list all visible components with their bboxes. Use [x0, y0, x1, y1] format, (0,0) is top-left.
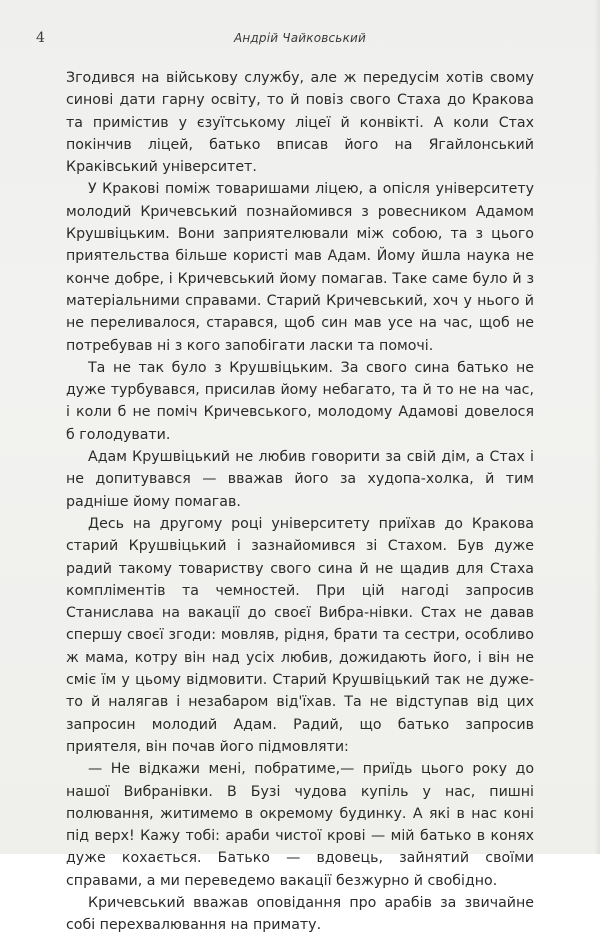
paragraph: Десь на другому році університету приїхав до Кракова старий Крушвіцький і зазнайомився зі Стахом. Був дуже радий такому товариству свого сина й не щадив для Стаха компліментів та чемностей. При цій нагоді запросив Станислава на вакації до своєї Вибра-нівки. Стах не давав спершу своєї згоди: мовляв, рідня, брати та сестри, особливо ж мама, котру він над усіх любив, дожидають його, і він не сміє їм у цьому відмовити. Старий Крушвіцький так не дуже-то й налягав і незабаром від'їхав. Та не відступав від цих запросин молодий Адам. Радий, що батько запросив приятеля, він почав його підмовляти: — [66, 515, 534, 755]
paragraph: У Кракові поміж товаришами ліцею, а опісля університету молодий Кричевський познайомився з ровесником Адамом Крушвіцьким. Вони заприятелювали між собою, та з цього приятельства більше користі мав Адам. Йому йшла наука не конче добре, і Кричевський йому помагав. Таке саме було й з матеріальними справами. Старий Кричевський, хоч у нього й не переливалося, старався, щоб син мав усе на час, щоб не потребував ні з кого запобігати ласки та помочі. — [66, 181, 534, 354]
paragraph: Згодився на військову службу, але ж передусім хотів свому синові дати гарну освіту, то й повіз свого Стаха до Кракова та примістив у єзуїтському ліцеї й конвікті. А коли Стах покінчив ліцей, батько вписав його на Ягайлонський Краківський університет. — [66, 70, 534, 176]
paragraph: Адам Крушвіцький не любив говорити за свій дім, а Стах і не допитувався — вважав його за худопа-холка, й тим радніше йому помагав. — [66, 449, 534, 510]
body-text — [66, 67, 534, 937]
paragraph: Кричевський вважав оповідання про арабів за звичайне собі перехвалювання на примату. — [66, 894, 534, 934]
paragraph: — Не відкажи мені, побратиме,— приїдь цього року до нашої Вибранівки. В Бузі чудова купіль у нас, пишні полювання, житимемо в окремому будинку. А які в нас коні під верх! Кажу тобі: араби чистої крові — мій батько в конях дуже кохається. Батько — вдовець, зайнятий своїми справами, а ми переведемо вакації безжурно й свобідно. — [66, 761, 534, 889]
page-number: 4 — [36, 30, 45, 46]
page-header — [36, 30, 564, 50]
running-head-author: Андрій Чайковський — [233, 31, 367, 45]
paragraph: Та не так було з Крушвіцьким. За свого сина батько не дуже турбувався, присилав йому небагато, та й то не на час, і коли б не поміч Кричевського, молодому Адамові довелося б голодувати. — [66, 359, 534, 443]
